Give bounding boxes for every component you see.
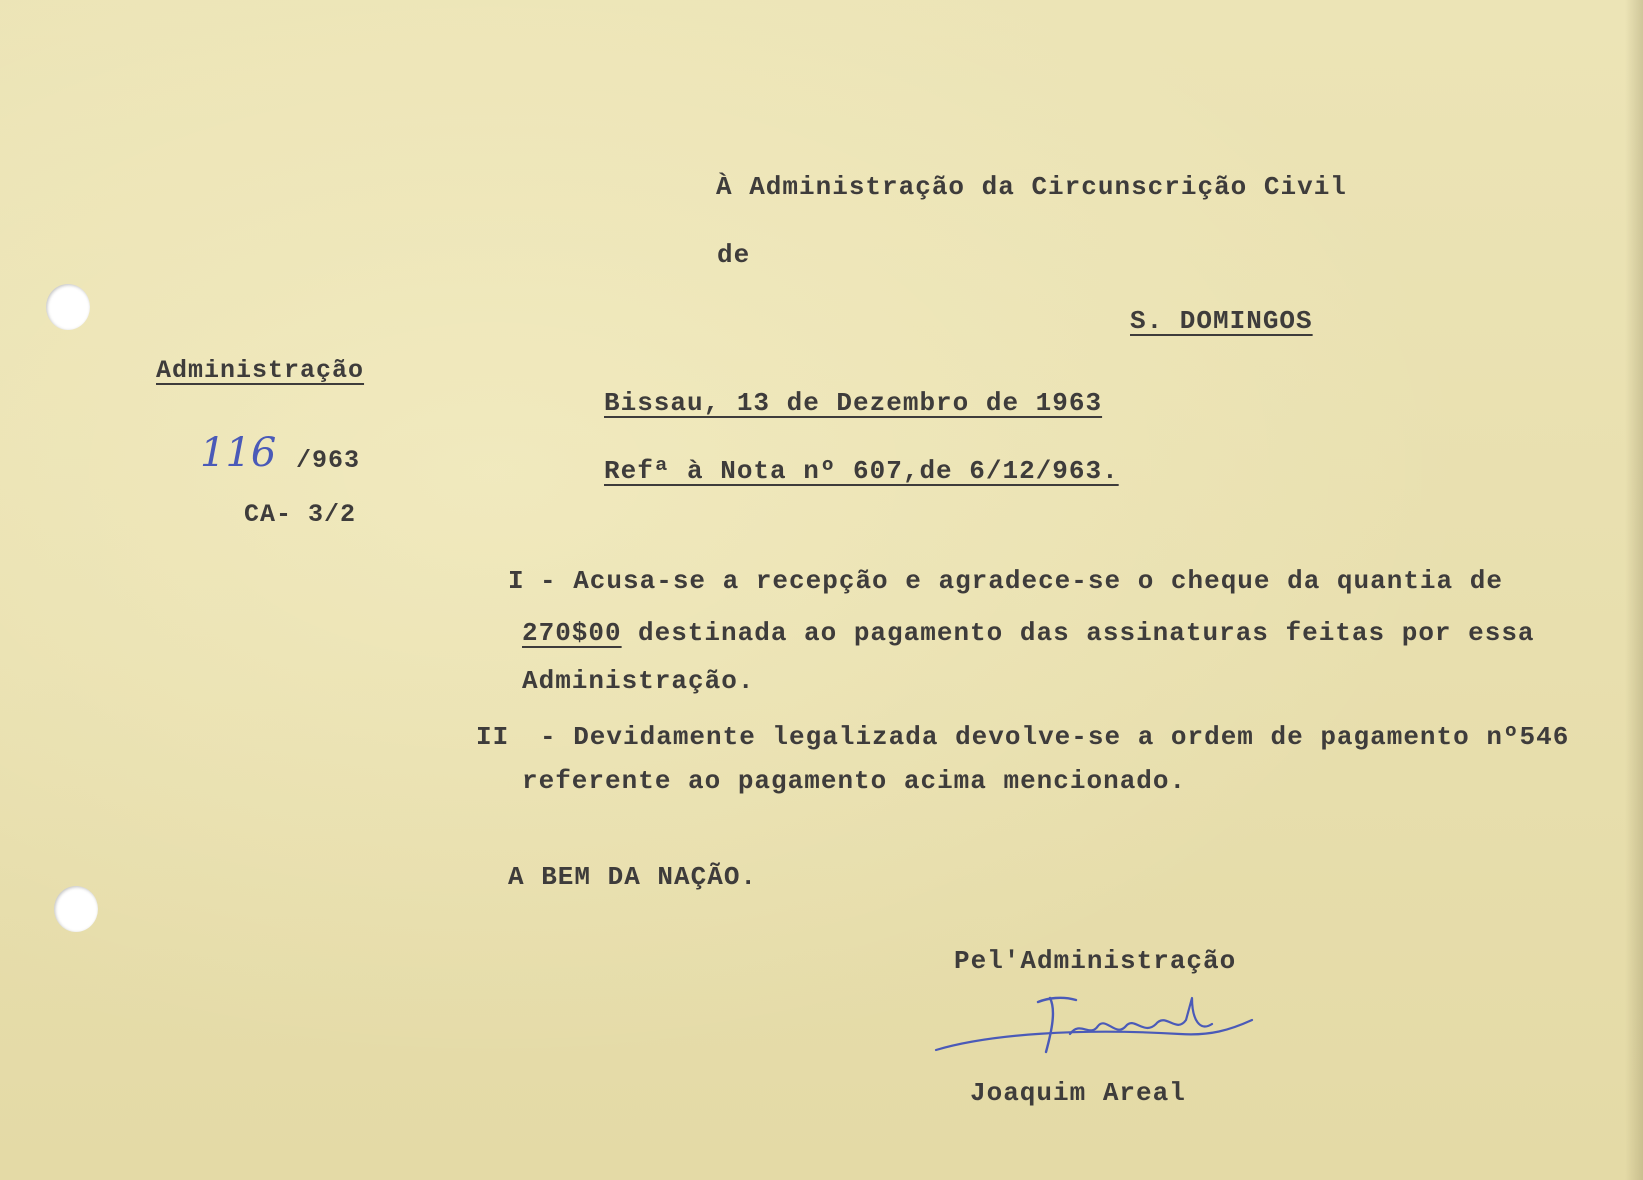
addressee-place: S. DOMINGOS (1130, 306, 1313, 336)
handwritten-signature-icon (930, 990, 1260, 1070)
salutation: A BEM DA NAÇÃO. (508, 862, 758, 892)
item-one-line1: - Acusa-se a recepção e agradece-se o cheque da quantia de (540, 566, 1503, 596)
reference-year: /963 (296, 446, 361, 475)
signatory-name: Joaquim Areal (970, 1078, 1186, 1108)
place-date: Bissau, 13 de Dezembro de 1963 (604, 388, 1103, 418)
handwritten-number: 116 (200, 430, 277, 476)
addressee-line: À Administração da Circunscrição Civil (716, 172, 1347, 202)
item-one-label: I (508, 566, 525, 596)
for-administration: Pel'Administração (954, 946, 1237, 976)
item-two-line1: - Devidamente legalizada devolve-se a ordem de pagamento nº546 (540, 722, 1570, 752)
item-one-amount: 270$00 (522, 618, 622, 648)
item-two-line2: referente ao pagamento acima mencionado. (522, 766, 1187, 796)
item-two-label: II (476, 722, 510, 752)
item-one-line3: Administração. (522, 666, 755, 696)
punch-hole-top (46, 284, 90, 330)
file-code: CA- 3/2 (244, 500, 357, 529)
punch-hole-bottom (54, 886, 98, 932)
item-one-line2: destinada ao pagamento das assinaturas feitas por essa (638, 618, 1535, 648)
paper-edge-shadow (1625, 0, 1643, 1180)
note-reference: Refª à Nota nº 607,de 6/12/963. (604, 456, 1119, 486)
office-label: Administração (156, 356, 365, 385)
addressee-de: de (717, 240, 751, 270)
